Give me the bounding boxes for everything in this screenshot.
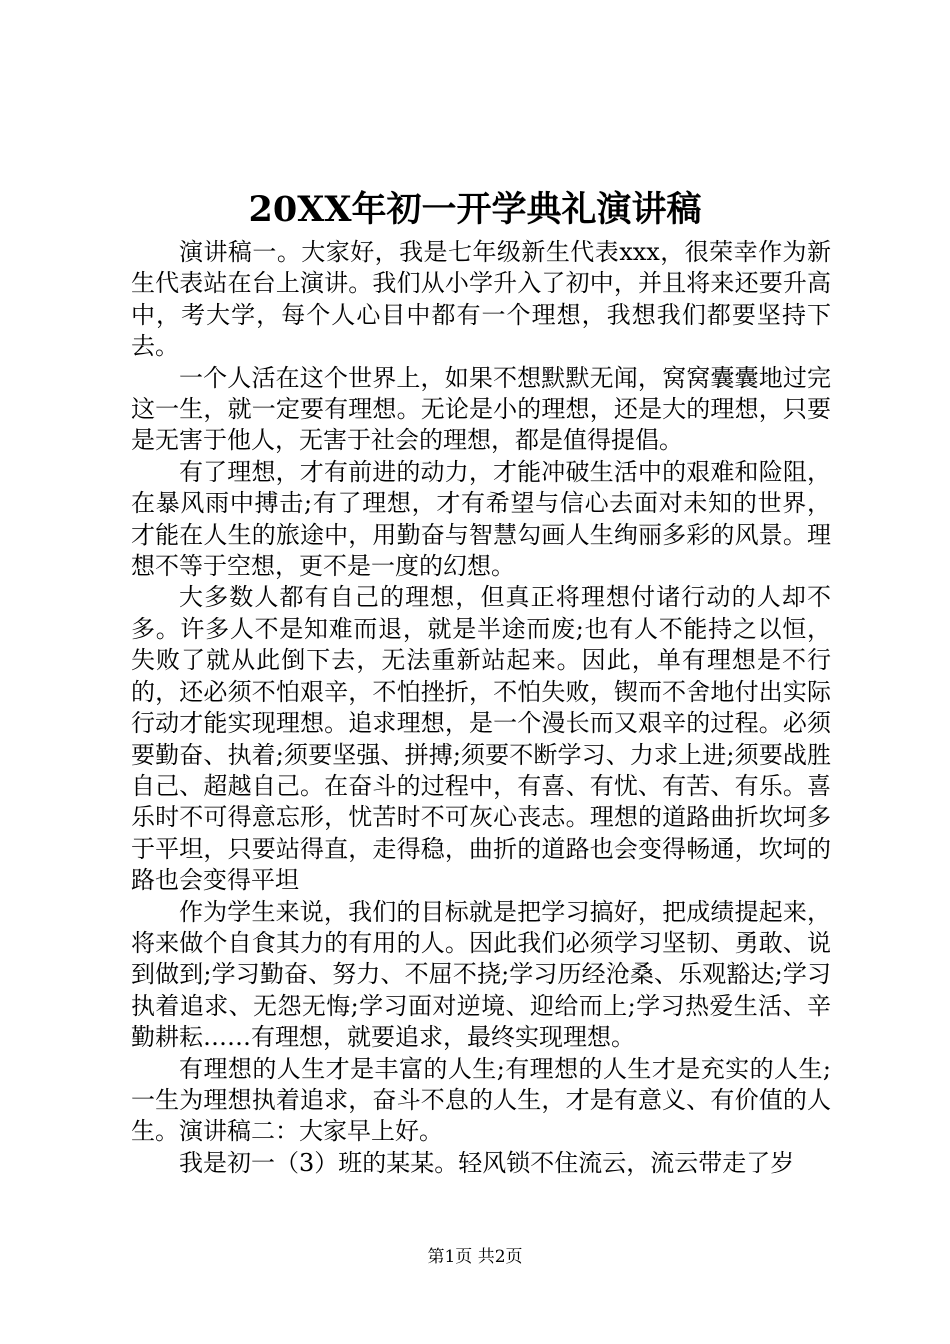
paragraph: 有理想的人生才是丰富的人生;有理想的人生才是充实的人生;一生为理想执着追求，奋斗不息的人生，才是有意义、有价值的人生。演讲稿二：大家早上好。	[131, 1054, 831, 1146]
paragraph: 有了理想，才有前进的动力，才能冲破生活中的艰难和险阻，在暴风雨中搏击;有了理想，才有希望与信心去面对未知的世界，才能在人生的旅途中，用勤奋与智慧勾画人生绚丽多彩的风景。理想不等于空想，更不是一度的幻想。	[131, 457, 831, 581]
paragraph: 作为学生来说，我们的目标就是把学习搞好，把成绩提起来，将来做个自食其力的有用的人。因此我们必须学习坚韧、勇敢、说到做到;学习勤奋、努力、不屈不挠;学习历经沧桑、乐观豁达;学习执着追求、无怨无悔;学习面对逆境、迎给而上;学习热爱生活、辛勤耕耘……有理想，就要追求，最终实现理想。	[131, 897, 831, 1052]
paragraph: 我是初一（3）班的某某。轻风锁不住流云，流云带走了岁	[179, 1148, 795, 1177]
page-footer: 第1页 共2页	[427, 1247, 523, 1267]
paragraph: 演讲稿一。大家好，我是七年级新生代表xxx，很荣幸作为新生代表站在台上演讲。我们从小学升入了初中，并且将来还要升高中，考大学，每个人心目中都有一个理想，我想我们都要坚持下去。	[131, 238, 831, 361]
paragraph: 一个人活在这个世界上，如果不想默默无闻，窝窝囊囊地过完这一生，就一定要有理想。无论是小的理想，还是大的理想，只要是无害于他人，无害于社会的理想，都是值得提倡。	[131, 363, 831, 455]
document-body	[131, 237, 831, 1179]
document-title: 20XX年初一开学典礼演讲稿	[248, 189, 702, 230]
paragraph: 大多数人都有自己的理想，但真正将理想付诸行动的人却不多。许多人不是知难而退，就是半途而废;也有人不能持之以恒，失败了就从此倒下去，无法重新站起来。因此，单有理想是不行的，还必须不怕艰辛，不怕挫折，不怕失败，锲而不舍地付出实际行动才能实现理想。追求理想，是一个漫长而又艰辛的过程。必须要勤奋、执着;须要坚强、拼搏;须要不断学习、力求上进;须要战胜自己、超越自己。在奋斗的过程中，有喜、有忧、有苦、有乐。喜乐时不可得意忘形，忧苦时不可灰心丧志。理想的道路曲折坎坷多于平坦，只要站得直，走得稳，曲折的道路也会变得畅通，坎坷的路也会变得平坦	[131, 583, 831, 895]
